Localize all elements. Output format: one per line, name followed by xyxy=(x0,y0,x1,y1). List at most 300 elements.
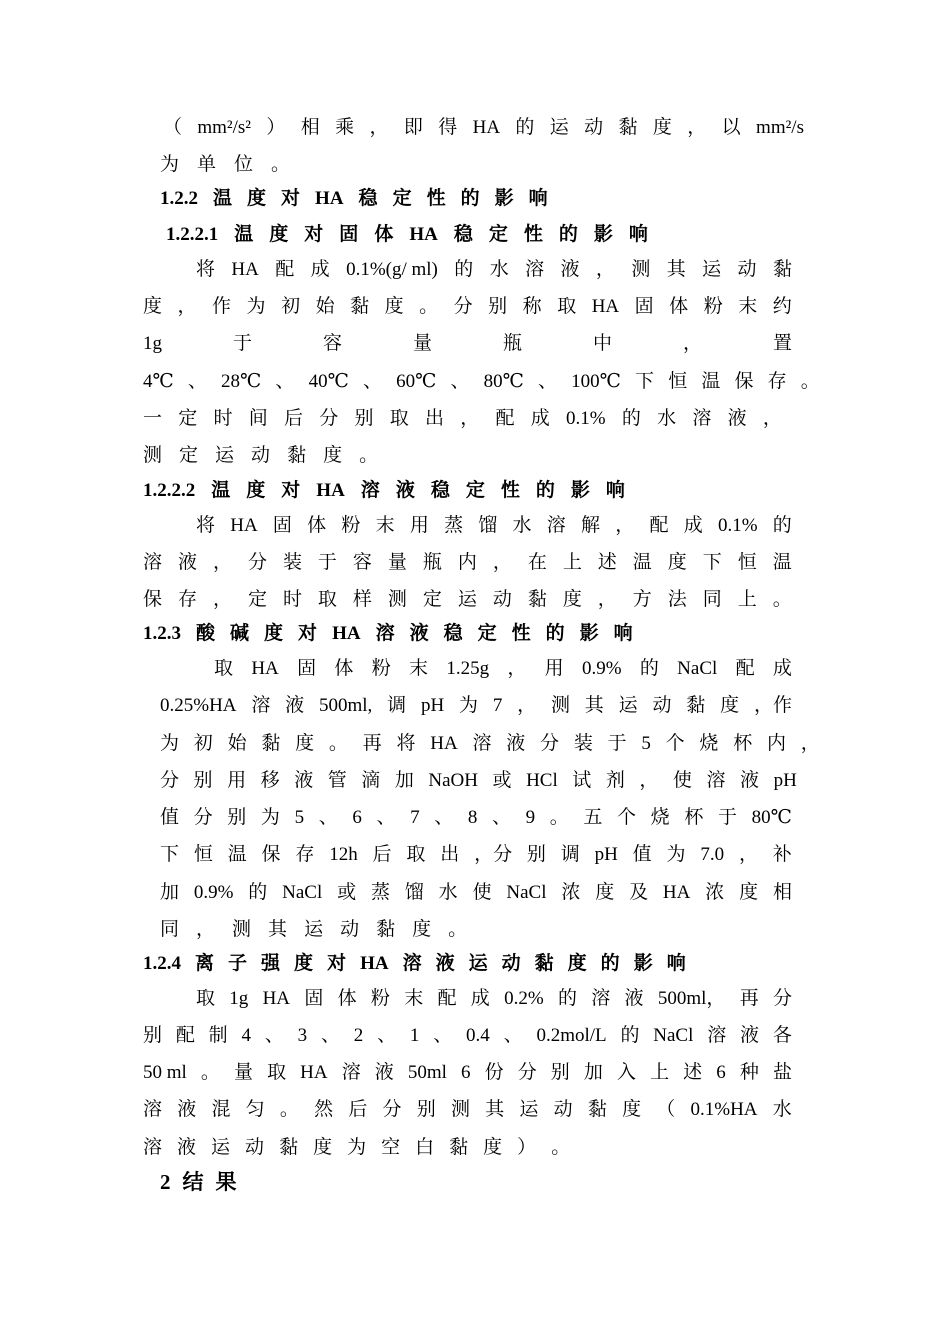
word: 的 xyxy=(545,623,565,644)
word: 瓶 xyxy=(502,333,522,354)
word: 取 xyxy=(214,658,234,679)
word: 黏 xyxy=(376,919,396,940)
word: 28℃ xyxy=(221,371,262,392)
word: ， xyxy=(196,919,216,940)
word: 1.25g xyxy=(446,658,490,679)
word: 度 xyxy=(567,953,587,974)
word: 中 xyxy=(592,333,612,354)
word: HA xyxy=(251,658,279,679)
word: 下 xyxy=(635,371,655,392)
word: 配 xyxy=(649,515,669,536)
word: 装 xyxy=(573,733,593,754)
word: 试 xyxy=(572,770,592,791)
word: 5 xyxy=(641,733,651,754)
word: 0.1% xyxy=(717,515,758,536)
word: 1.2.2 xyxy=(160,188,198,209)
word: 蒸 xyxy=(370,882,390,903)
word: 黏 xyxy=(527,589,547,610)
word: 移 xyxy=(260,770,280,791)
word: 的 xyxy=(558,224,578,245)
word: 及 xyxy=(629,882,649,903)
word: ，作 xyxy=(753,695,792,716)
word: 末 xyxy=(738,296,758,317)
word: 运 xyxy=(304,919,324,940)
word: 成 xyxy=(683,515,703,536)
word: 配 xyxy=(437,988,457,1009)
word: pH xyxy=(594,844,618,865)
word: 配 xyxy=(735,658,755,679)
word: 动 xyxy=(251,445,271,466)
word: 成 xyxy=(530,408,550,429)
word: 浓 xyxy=(561,882,581,903)
word: 碱 xyxy=(230,623,250,644)
text-line xyxy=(160,769,797,793)
text-line xyxy=(160,843,792,867)
word: 对 xyxy=(298,623,318,644)
word: 各 xyxy=(772,1025,792,1046)
word: 定 xyxy=(247,589,267,610)
word: 溶 xyxy=(143,1099,163,1120)
word: 将 xyxy=(396,733,416,754)
word: 黏 xyxy=(618,117,638,138)
word: 度 xyxy=(143,296,163,317)
word: 馏 xyxy=(478,515,498,536)
word: 使 xyxy=(472,882,492,903)
word: 烧 xyxy=(650,807,670,828)
word: HA xyxy=(262,988,291,1009)
word: 分 xyxy=(540,733,560,754)
word: 存 xyxy=(295,844,315,865)
word: 。 xyxy=(419,296,439,317)
word: 对 xyxy=(327,953,347,974)
word: 50 ml xyxy=(143,1062,187,1083)
word: 。 xyxy=(200,1062,220,1083)
word: 黏 xyxy=(279,1137,299,1158)
word: 配 xyxy=(175,1025,195,1046)
word: 溶 xyxy=(251,695,271,716)
word: 度 xyxy=(412,919,432,940)
word: 初 xyxy=(193,733,213,754)
word: 其 xyxy=(485,1099,505,1120)
word: 加 xyxy=(394,770,414,791)
word: 。 xyxy=(328,733,348,754)
word: （ xyxy=(163,117,183,138)
word: 1.2.3 xyxy=(143,623,181,644)
word: 测 xyxy=(631,259,651,280)
word: 置 xyxy=(772,333,792,354)
word: 滴 xyxy=(361,770,381,791)
word: 其 xyxy=(584,695,604,716)
word: 0.9% xyxy=(581,658,622,679)
word: 测 xyxy=(232,919,252,940)
word: 再 xyxy=(362,733,382,754)
word: 。 xyxy=(800,371,820,392)
word: 为 xyxy=(666,844,686,865)
word: 黏 xyxy=(772,259,792,280)
word: ， xyxy=(800,733,820,754)
word: 稳 xyxy=(443,623,463,644)
word: 于 xyxy=(717,807,737,828)
word: 运 xyxy=(211,1137,231,1158)
word: 盐 xyxy=(772,1062,792,1083)
word: 时 xyxy=(213,408,233,429)
word: ， xyxy=(212,589,232,610)
word: 度 xyxy=(295,733,315,754)
word: 测 xyxy=(387,589,407,610)
word: 动 xyxy=(501,953,521,974)
word: 2 xyxy=(160,1170,171,1194)
word: 约 xyxy=(772,296,792,317)
word: 始 xyxy=(315,296,335,317)
word: 水 xyxy=(772,1099,792,1120)
word: 黏 xyxy=(686,695,706,716)
word: 溶 xyxy=(360,480,380,501)
word: 恒 xyxy=(737,552,757,573)
word: 配 xyxy=(495,408,515,429)
word: 在 xyxy=(527,552,547,573)
word: 匀 xyxy=(245,1099,265,1120)
word: 馏 xyxy=(404,882,424,903)
word: 五 xyxy=(583,807,603,828)
word: NaCl xyxy=(653,1025,694,1046)
word: 液 xyxy=(740,1025,760,1046)
word: 6 xyxy=(352,807,362,828)
text-line xyxy=(196,514,792,538)
word: 温 xyxy=(211,480,231,501)
word: 稳 xyxy=(358,188,378,209)
heading-line xyxy=(160,187,560,211)
word: 法 xyxy=(667,589,687,610)
word: 别 xyxy=(354,408,374,429)
word: 恒 xyxy=(668,371,688,392)
word: 别 xyxy=(193,770,213,791)
word: ， xyxy=(460,408,480,429)
word: ， xyxy=(177,296,197,317)
word: 。 xyxy=(359,445,379,466)
word: 运 xyxy=(215,445,235,466)
word: 分 xyxy=(247,552,267,573)
word: 温 xyxy=(632,552,652,573)
word: 种 xyxy=(739,1062,759,1083)
word: 0.1%(g/ ml) xyxy=(346,259,438,280)
word: 水 xyxy=(489,259,509,280)
word: 成 xyxy=(310,259,330,280)
word: 液 xyxy=(740,770,760,791)
word: 100℃ xyxy=(571,371,621,392)
word: 瓶 xyxy=(422,552,442,573)
word: 的 xyxy=(772,515,792,536)
word: 分 xyxy=(193,807,213,828)
word: 的 xyxy=(454,259,474,280)
heading-line xyxy=(166,223,646,247)
word: ， xyxy=(615,515,635,536)
word: 运 xyxy=(457,589,477,610)
word: 存 xyxy=(177,589,197,610)
word: 粉 xyxy=(703,296,723,317)
word: 对 xyxy=(281,480,301,501)
word: 定 xyxy=(392,188,412,209)
word: ， xyxy=(369,117,389,138)
word: 为 xyxy=(260,807,280,828)
word: 2 xyxy=(353,1025,364,1046)
word: HA xyxy=(430,733,458,754)
word: 体 xyxy=(307,515,327,536)
word: 保 xyxy=(734,371,754,392)
word: 溶 xyxy=(692,408,712,429)
word: 管 xyxy=(327,770,347,791)
word: 末 xyxy=(409,658,429,679)
word: 固 xyxy=(297,658,317,679)
word: HA xyxy=(300,1062,328,1083)
word: 白 xyxy=(415,1137,435,1158)
word: 动 xyxy=(584,117,604,138)
word: 、 xyxy=(433,1025,453,1046)
word: ） xyxy=(517,1137,537,1158)
word: 其 xyxy=(268,919,288,940)
word: 动 xyxy=(553,1099,573,1120)
word: NaCl xyxy=(282,882,323,903)
word: 下 xyxy=(702,552,722,573)
word: 3 xyxy=(297,1025,308,1046)
word: 别 xyxy=(416,1099,436,1120)
word: 值 xyxy=(632,844,652,865)
word: 分 xyxy=(453,296,473,317)
word: 为 xyxy=(160,733,180,754)
text-line xyxy=(160,806,792,830)
word: 度 xyxy=(269,224,289,245)
word: 0.2mol/L xyxy=(536,1025,607,1046)
word: 运 xyxy=(618,695,638,716)
word: 始 xyxy=(227,733,247,754)
word: 动 xyxy=(492,589,512,610)
word: 响 xyxy=(528,188,548,209)
word: 、 xyxy=(362,371,382,392)
word: 单 xyxy=(197,154,217,175)
text-line xyxy=(143,407,782,431)
word: 、 xyxy=(538,371,558,392)
word: ， xyxy=(687,117,707,138)
word: 液 xyxy=(285,695,305,716)
word: 溶 xyxy=(143,552,163,573)
word: 间 xyxy=(248,408,268,429)
word: 成 xyxy=(772,658,792,679)
text-line xyxy=(160,732,820,756)
word: 8 xyxy=(467,807,478,828)
word: 定 xyxy=(488,224,508,245)
word: 分 xyxy=(772,988,792,1009)
word: 用 xyxy=(227,770,247,791)
word: 上 xyxy=(650,1062,670,1083)
word: 80℃ xyxy=(483,371,524,392)
word: 于 xyxy=(232,333,252,354)
word: 黏 xyxy=(587,1099,607,1120)
word: 取 xyxy=(389,408,409,429)
word: 得 xyxy=(438,117,458,138)
word: 取 xyxy=(317,589,337,610)
word: 量 xyxy=(412,333,432,354)
word: 蒸 xyxy=(444,515,464,536)
word: 影 xyxy=(494,188,514,209)
word: 制 xyxy=(208,1025,228,1046)
word: HA xyxy=(315,188,344,209)
word: 内 xyxy=(766,733,786,754)
word: 杯 xyxy=(733,733,753,754)
word: 使 xyxy=(672,770,692,791)
word: 、 xyxy=(275,371,295,392)
word: 1g xyxy=(143,333,162,354)
word: 液 xyxy=(409,623,429,644)
text-line xyxy=(214,657,792,681)
text-line xyxy=(196,258,792,282)
word: 对 xyxy=(304,224,324,245)
word: 。 xyxy=(279,1099,299,1120)
word: 对 xyxy=(281,188,301,209)
word: 其 xyxy=(666,259,686,280)
word: HA xyxy=(591,296,620,317)
word: ， xyxy=(595,259,615,280)
word: 样 xyxy=(352,589,372,610)
text-line xyxy=(143,444,379,468)
word: 的 xyxy=(460,188,480,209)
word: 体 xyxy=(337,988,357,1009)
word: 黏 xyxy=(287,445,307,466)
word: 0.1%HA xyxy=(690,1099,758,1120)
word: 成 xyxy=(470,988,490,1009)
word: 时 xyxy=(282,589,302,610)
word: 度 xyxy=(483,1137,503,1158)
word: 分 xyxy=(517,1062,537,1083)
word: 取 xyxy=(267,1062,287,1083)
word: 80℃ xyxy=(751,807,792,828)
word: 入 xyxy=(616,1062,636,1083)
word: HA xyxy=(230,515,258,536)
word: 。 xyxy=(271,154,291,175)
word: 个 xyxy=(617,807,637,828)
word: 为 xyxy=(246,296,266,317)
word: 固 xyxy=(339,224,359,245)
word: 、 xyxy=(264,1025,284,1046)
word: 液 xyxy=(727,408,747,429)
word: 、 xyxy=(376,807,396,828)
text-line xyxy=(160,881,792,905)
word: 运 xyxy=(702,259,722,280)
word: 再 xyxy=(739,988,759,1009)
word: 度 xyxy=(246,480,266,501)
word: 分 xyxy=(382,1099,402,1120)
word: 黏 xyxy=(449,1137,469,1158)
word: 响 xyxy=(613,623,633,644)
word: （ xyxy=(656,1099,676,1120)
word: 7.0 xyxy=(700,844,725,865)
word: 调 xyxy=(560,844,580,865)
word: 于 xyxy=(317,552,337,573)
section-heading xyxy=(160,1170,280,1194)
word: 取 xyxy=(406,844,426,865)
text-line xyxy=(160,918,468,942)
word: 量 xyxy=(233,1062,253,1083)
word: 固 xyxy=(304,988,324,1009)
word: 溶 xyxy=(143,1137,163,1158)
word: 同 xyxy=(160,919,180,940)
word: 溶 xyxy=(341,1062,361,1083)
word: 响 xyxy=(628,224,648,245)
word: 定 xyxy=(179,445,199,466)
word: 溶 xyxy=(472,733,492,754)
word: 50ml xyxy=(407,1062,447,1083)
word: 即 xyxy=(403,117,423,138)
word: 或 xyxy=(492,770,512,791)
word: 然 xyxy=(314,1099,334,1120)
text-line xyxy=(143,1098,792,1122)
word: 度 xyxy=(294,953,314,974)
word: 度 xyxy=(264,623,284,644)
word: 的 xyxy=(248,882,268,903)
word: 黏 xyxy=(261,733,281,754)
word: 的 xyxy=(515,117,535,138)
word: 6 xyxy=(461,1062,471,1083)
word: 作 xyxy=(212,296,232,317)
word: ， xyxy=(517,695,537,716)
word: 溶 xyxy=(525,259,545,280)
word: 离 xyxy=(195,953,215,974)
word: 装 xyxy=(282,552,302,573)
word: 4 xyxy=(241,1025,251,1046)
word: 运 xyxy=(519,1099,539,1120)
word: 出 xyxy=(440,844,460,865)
word: 溶 xyxy=(707,1025,727,1046)
word: 后 xyxy=(372,844,392,865)
word: 度 xyxy=(562,589,582,610)
word: ， xyxy=(212,552,232,573)
word: 动 xyxy=(652,695,672,716)
word: 粉 xyxy=(370,988,390,1009)
word: HA xyxy=(316,480,345,501)
word: 液 xyxy=(506,733,526,754)
word: 加 xyxy=(583,1062,603,1083)
word: pH xyxy=(420,695,445,716)
word: 份 xyxy=(484,1062,504,1083)
word: 0.9% xyxy=(193,882,234,903)
word: 0.25%HA xyxy=(160,695,237,716)
word: 。 xyxy=(772,589,792,610)
word: 以 xyxy=(721,117,741,138)
word: 1g xyxy=(229,988,249,1009)
word: 60℃ xyxy=(396,371,437,392)
word: 运 xyxy=(468,953,488,974)
text-line xyxy=(143,551,792,575)
word: 0.2% xyxy=(504,988,544,1009)
word: 0.1% xyxy=(566,408,606,429)
word: 液 xyxy=(560,259,580,280)
word: 度 xyxy=(384,296,404,317)
word: 影 xyxy=(570,480,590,501)
word: 的 xyxy=(535,480,555,501)
word: 末 xyxy=(375,515,395,536)
word: 、 xyxy=(320,1025,340,1046)
word: HA xyxy=(472,117,501,138)
word: 测 xyxy=(143,445,163,466)
word: 别 xyxy=(526,844,546,865)
word: 、 xyxy=(503,1025,523,1046)
word: 体 xyxy=(374,224,394,245)
word: 位 xyxy=(234,154,254,175)
word: 粉 xyxy=(371,658,391,679)
word: 测 xyxy=(450,1099,470,1120)
word: 液 xyxy=(177,552,197,573)
word: 浓 xyxy=(705,882,725,903)
word: ， xyxy=(738,844,758,865)
word: 1.2.4 xyxy=(143,953,181,974)
